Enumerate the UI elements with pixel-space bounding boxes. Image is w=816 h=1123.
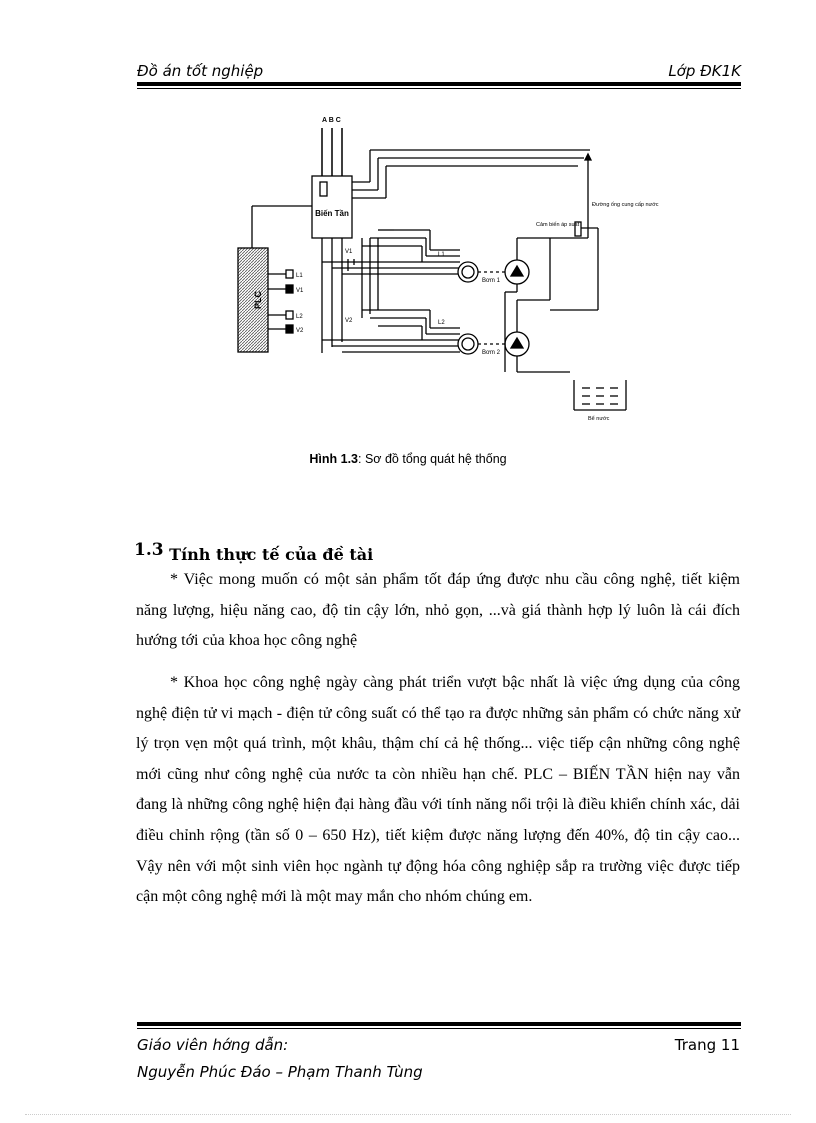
pump1-label: Bơm 1 xyxy=(482,278,500,284)
footer-rule-thin xyxy=(137,1028,741,1029)
paragraph: * Khoa học công nghệ ngày càng phát triển vượt bậc nhất là việc ứng dụng của công nghệ điện tử vi mạch - điện tử công suất có thể tạo ra được những sản phẩm có chức năng xử lý trọn vẹn một quá trình, một khâu, thậm chí cả hệ thống... việc tiếp cận những công nghệ mới cũng như công nghệ của nước ta còn nhiều hạn chế. PLC – BIẾN TẦN hiện nay vẫn đang là những công nghệ hiện đại hàng đầu với tính năng nổi trội là điều khiển chính xác, dải điều chỉnh rộng (tần số 0 – 650 Hz), tiết kiệm được năng lượng đến 40%, độ tin cậy cao... Vậy nên với một sinh viên học ngành tự động hóa công nghiệp sắp ra trường việc được tiếp cận một công nghệ mới là một may mắn cho nhóm chúng em. xyxy=(136,674,740,906)
v2-bus-label: V2 xyxy=(345,318,353,324)
header-right: Lớp ĐK1K xyxy=(668,62,741,80)
l1-label: L1 xyxy=(296,273,303,279)
pipe-label: Đường ống cung cấp nước xyxy=(592,202,659,208)
caption-text: : Sơ đồ tổng quát hệ thống xyxy=(358,452,507,466)
paragraph: * Việc mong muốn có một sản phẩm tốt đáp ứng được nhu cầu công nghệ, tiết kiệm năng lượng, hiệu năng cao, độ tin cậy lớn, nhỏ gọn, ...và giá thành hợp lý luôn là cái đích hướng tới của khoa học công nghệ xyxy=(136,571,740,650)
l2-label: L2 xyxy=(296,314,303,320)
v1-bus-label: V1 xyxy=(345,249,353,255)
footer-page-number: Trang 11 xyxy=(674,1036,740,1054)
l1-bus-label: L1 xyxy=(438,252,445,258)
figure-caption xyxy=(0,452,816,466)
footer-teacher-label: Giáo viên hớng dẫn: xyxy=(137,1036,289,1054)
footer-rule-thick xyxy=(137,1022,741,1026)
caption-number: Hình 1.3 xyxy=(309,452,359,466)
footer-names: Nguyễn Phúc Đáo – Phạm Thanh Tùng xyxy=(137,1063,423,1081)
pump2-label: Bơm 2 xyxy=(482,350,500,356)
section-number: 1.3 xyxy=(134,540,164,560)
v1-label: V1 xyxy=(296,288,304,294)
sensor-label: Cảm biến áp suất xyxy=(536,222,580,228)
plc-label: PLC xyxy=(253,291,263,309)
page-edge-divider xyxy=(25,1114,791,1115)
system-diagram xyxy=(230,110,670,430)
section-title: Tính thực tế của đề tài xyxy=(169,545,374,564)
phase-labels: A B C xyxy=(322,117,341,124)
inverter-label: Biến Tần xyxy=(315,209,349,218)
tank-label: Bể nước xyxy=(588,416,610,422)
header-left: Đồ án tốt nghiệp xyxy=(137,62,264,80)
l2-bus-label: L2 xyxy=(438,320,445,326)
header-rule-thin xyxy=(137,88,741,89)
section-heading xyxy=(134,540,373,564)
v2-label: V2 xyxy=(296,328,304,334)
header-rule-thick xyxy=(137,82,741,86)
